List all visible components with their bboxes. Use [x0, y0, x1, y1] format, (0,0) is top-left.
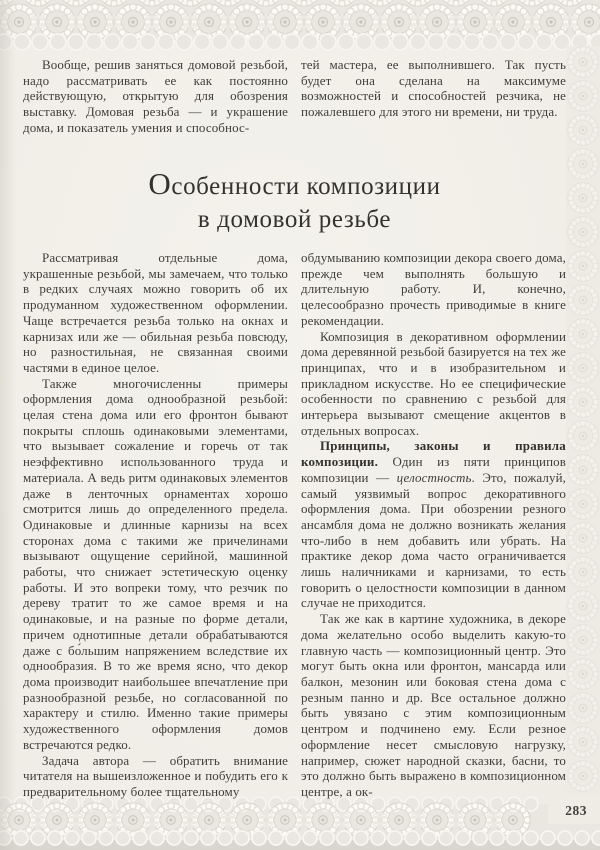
- run-in-subheading: Принципы, законы и правила композиции.: [301, 438, 566, 470]
- lace-border-right: [566, 46, 600, 796]
- chapter-title-line2: в домовой резьбе: [197, 206, 392, 233]
- paragraph: Композиция в декоративном оформлении дома деревянной резьбой базируется на тех же принципах, что и в изобразительном и прикладном искусстве. Но ее специфические особенности по сравнению с резьбой для интерьера вызывают смещение акцентов в отдельных вопросах.: [301, 328, 566, 438]
- paragraph: Также многочисленны примеры оформления дома однообразной резьбой: целая стена дома или его фронтон бывают покрыты сплошь одинаковыми элементами, что вызывает сожаление и горечь от так неэффективно использованного труда и материала. А ведь ритм одинаковых элементов даже в ленточных орнаментах хорошо смотрится лишь до определенного предела. Одинаковые и длинные карнизы на всех сторонах дома с такими же причелинами вызывают ощущение серийной, машинной работы, что снижает эстетическую оценку работы. И это вопреки тому, что резчик по дереву тратит то же самое время и на одинаковые, и на разные по форме детали, причем однотипные детали обрабатываются даже с бо́льшим напряжением вследствие их однообразия. В то же время ясно, что декор дома производит наибольшее впечатление при разнообразной резьбе, но согласованной по характеру и стилю. Именно такие примеры художественного оформления домов встречаются редко.: [23, 375, 288, 752]
- lace-border-top: [0, 0, 600, 54]
- emphasized-term: целостность: [396, 469, 472, 485]
- intro-left-column: [23, 57, 288, 136]
- paragraph-text: Один из пяти принципов композиции —: [301, 454, 566, 485]
- intro-section: [23, 57, 566, 136]
- paragraph: обдумыванию композиции декора своего дома, прежде чем выполнять большую и длительную работу. И, конечно, целесообразно прочесть приводимые в книге рекомендации.: [301, 250, 566, 328]
- intro-right-column: [301, 57, 566, 136]
- lace-border-bottom: [0, 794, 600, 850]
- paragraph: Так же как в картине художника, в декоре дома желательно особо выделить какую-то главную часть — композиционный центр. Это могут быть окна или фронтон, мансарда или балкон, мезонин или боковая стена дома с резным панно и др. Все остальное должно быть увязано с этим композиционным центром и подчинено ему. Если резное оформление несет смысловую нагрузку, например, сюжет народной сказки, басни, то это должно быть выражено в композиционном центре, а ок-: [301, 611, 566, 799]
- right-column: [301, 250, 566, 800]
- chapter-title-line1: Особенности композиции: [148, 166, 441, 201]
- paragraph: Рассматривая отдельные дома, украшенные резьбой, мы замечаем, что только в редких случаях можно говорить об их продуманном художественном оформлении. Чаще встречается резьба только на окнах и карнизах или же — обильная резьба повсюду, но разностильная, не связанная своими частями в единое целое.: [23, 250, 288, 375]
- paragraph: тей мастера, ее выполнившего. Так пусть будет она сделана на максимуме возможностей и способностей резчика, не пожалевшего для этого ни времени, ни труда.: [301, 57, 566, 120]
- paragraph: Вообще, решив заняться домовой резьбой, надо рассматривать ее как постоянно действующую, открытую для обозрения выставку. Домовая резьба — и украшение дома, и показатель умения и способнос-: [23, 57, 288, 135]
- page-number: 283: [565, 803, 587, 818]
- paragraph: Задача автора — обратить внимание читателя на вышеизложенное и побудить его к предварительному более тщательному: [23, 752, 288, 799]
- main-text-section: [23, 250, 566, 800]
- left-column: [23, 250, 288, 800]
- paragraph-text: . Это, пожалуй, самый уязвимый вопрос декоративного оформления дома. При обозрении резного ансамбля дома не должно возникать желания что-либо в нем добавить или убрать. На практике декор дома часто ограничивается лишь наличниками и карнизами, то есть говорить о целостности композиции в данном случае не приходится.: [301, 469, 566, 611]
- paragraph-with-subheading: [301, 438, 566, 611]
- chapter-title: [23, 167, 566, 236]
